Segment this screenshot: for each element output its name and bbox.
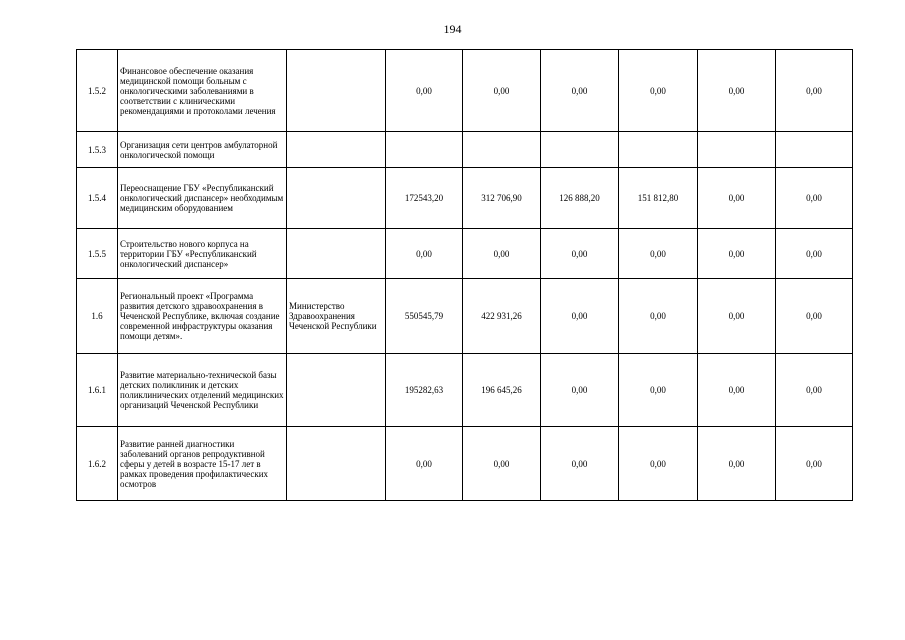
amount-cell: 195282,63 xyxy=(386,354,463,427)
executor-cell xyxy=(287,132,386,168)
amount-cell: 0,00 xyxy=(776,168,853,229)
executor-cell xyxy=(287,427,386,501)
amount-cell: 151 812,80 xyxy=(619,168,698,229)
amount-cell xyxy=(776,132,853,168)
amount-cell xyxy=(541,132,619,168)
table-row xyxy=(77,427,853,501)
amount-cell: 0,00 xyxy=(698,168,776,229)
amount-cell: 0,00 xyxy=(541,50,619,132)
amount-cell: 0,00 xyxy=(463,50,541,132)
amount-cell xyxy=(698,132,776,168)
amount-cell xyxy=(619,132,698,168)
executor-cell xyxy=(287,354,386,427)
amount-cell: 196 645,26 xyxy=(463,354,541,427)
amount-cell: 0,00 xyxy=(698,229,776,279)
amount-cell: 126 888,20 xyxy=(541,168,619,229)
activity-name: Организация сети центров амбулаторной онкологической помощи xyxy=(118,132,287,168)
amount-cell: 0,00 xyxy=(619,279,698,354)
amount-cell: 0,00 xyxy=(698,279,776,354)
amount-cell: 0,00 xyxy=(541,427,619,501)
amount-cell: 0,00 xyxy=(619,354,698,427)
table-row xyxy=(77,50,853,132)
activity-name: Развитие материально-технической базы детских поликлиник и детских поликлинических отделений медицинских организаций Чеченской Республики xyxy=(118,354,287,427)
amount-cell: 550545,79 xyxy=(386,279,463,354)
executor-cell xyxy=(287,229,386,279)
table-row xyxy=(77,229,853,279)
amount-cell: 0,00 xyxy=(619,229,698,279)
amount-cell: 0,00 xyxy=(619,427,698,501)
activity-name: Строительство нового корпуса на территории ГБУ «Республиканский онкологический диспансер» xyxy=(118,229,287,279)
amount-cell: 0,00 xyxy=(541,354,619,427)
row-number: 1.5.2 xyxy=(77,50,118,132)
executor-cell: Министерство Здравоохранения Чеченской Республики xyxy=(287,279,386,354)
row-number: 1.5.3 xyxy=(77,132,118,168)
amount-cell: 0,00 xyxy=(776,427,853,501)
activity-name: Региональный проект «Программа развития детского здравоохранения в Чеченской Республике, включая создание современной инфраструктуры оказания помощи детям». xyxy=(118,279,287,354)
table-row xyxy=(77,354,853,427)
budget-table xyxy=(76,49,853,501)
activity-name: Переоснащение ГБУ «Республиканский онкологический диспансер» необходимым медицинским оборудованием xyxy=(118,168,287,229)
page-number: 194 xyxy=(443,22,462,36)
amount-cell xyxy=(463,132,541,168)
amount-cell: 0,00 xyxy=(698,354,776,427)
row-number: 1.5.4 xyxy=(77,168,118,229)
row-number: 1.6.2 xyxy=(77,427,118,501)
amount-cell: 0,00 xyxy=(463,427,541,501)
amount-cell: 0,00 xyxy=(386,229,463,279)
table-row xyxy=(77,132,853,168)
amount-cell: 0,00 xyxy=(776,354,853,427)
table-row xyxy=(77,168,853,229)
amount-cell: 0,00 xyxy=(541,229,619,279)
row-number: 1.6.1 xyxy=(77,354,118,427)
amount-cell: 0,00 xyxy=(386,427,463,501)
amount-cell: 0,00 xyxy=(463,229,541,279)
amount-cell: 422 931,26 xyxy=(463,279,541,354)
amount-cell: 0,00 xyxy=(386,50,463,132)
row-number: 1.5.5 xyxy=(77,229,118,279)
amount-cell: 0,00 xyxy=(698,50,776,132)
executor-cell xyxy=(287,168,386,229)
activity-name: Финансовое обеспечение оказания медицинской помощи больным с онкологическими заболеваниями в соответствии с клиническими рекомендациями и протоколами лечения xyxy=(118,50,287,132)
amount-cell xyxy=(386,132,463,168)
row-number: 1.6 xyxy=(77,279,118,354)
amount-cell: 312 706,90 xyxy=(463,168,541,229)
amount-cell: 172543,20 xyxy=(386,168,463,229)
amount-cell: 0,00 xyxy=(776,50,853,132)
amount-cell: 0,00 xyxy=(619,50,698,132)
table-row xyxy=(77,279,853,354)
amount-cell: 0,00 xyxy=(698,427,776,501)
amount-cell: 0,00 xyxy=(776,229,853,279)
amount-cell: 0,00 xyxy=(541,279,619,354)
executor-cell xyxy=(287,50,386,132)
amount-cell: 0,00 xyxy=(776,279,853,354)
activity-name: Развитие ранней диагностики заболеваний органов репродуктивной сферы у детей в возрасте 15-17 лет в рамках проведения профилактических осмотров xyxy=(118,427,287,501)
